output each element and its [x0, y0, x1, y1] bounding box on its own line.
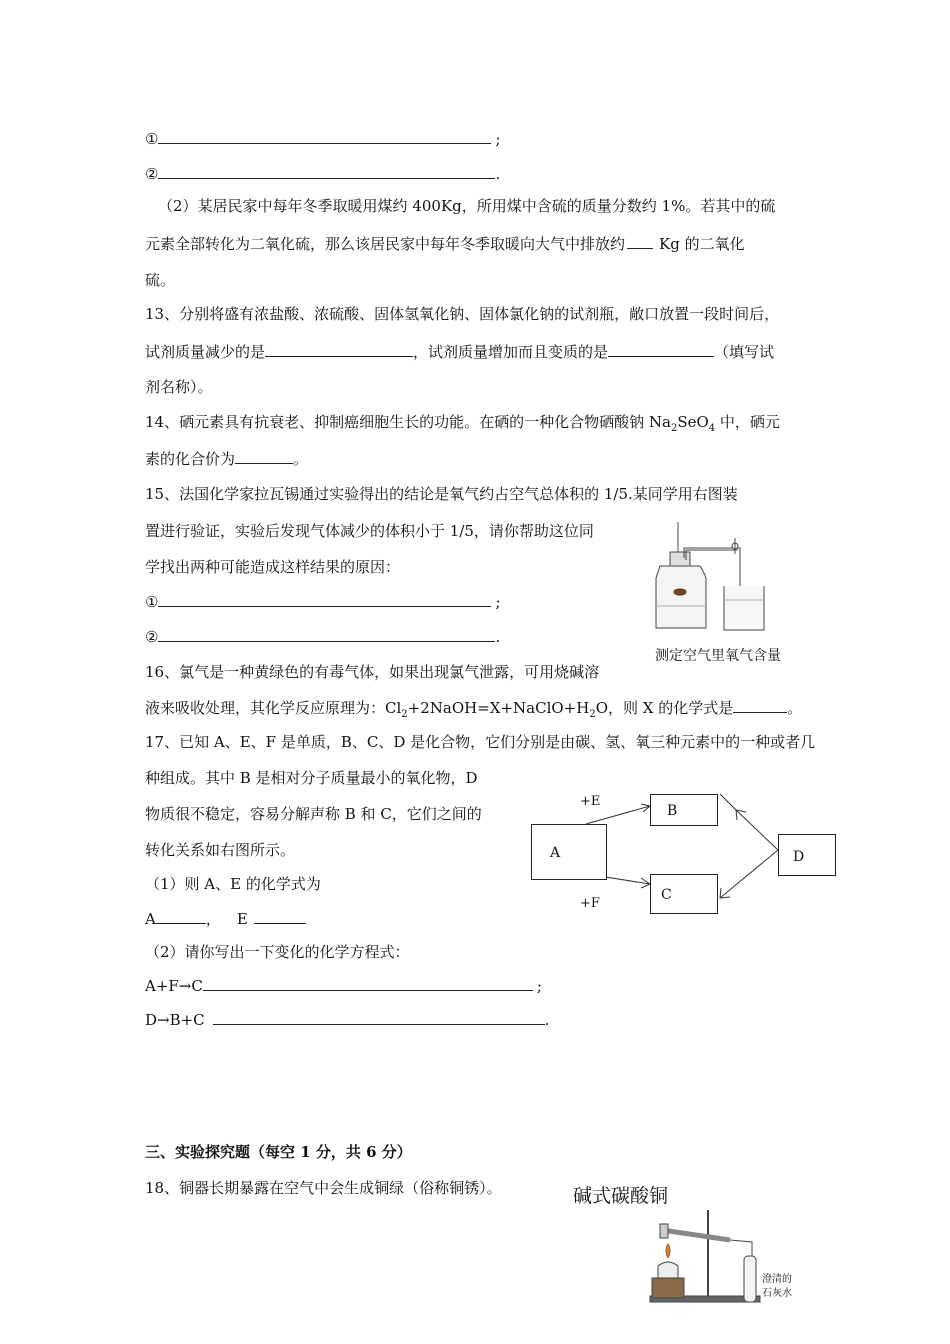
q16-line-2: 液来吸收处理，其化学反应原理为：$Cl_2+2NaOH=X+NaClO+H_2O$，则 X 的化学式是 。 — [145, 699, 803, 720]
node-b: B — [650, 794, 718, 826]
q13-line-3: 剂名称）。 — [145, 378, 213, 396]
test-tube — [662, 1230, 730, 1240]
q17-part-1: （1）则 A、E 的化学式为 — [145, 875, 321, 893]
q12-part2-line-3: 硫。 — [145, 271, 176, 289]
answer-blank[interactable] — [733, 697, 787, 713]
beaker — [724, 586, 764, 630]
answer-blank[interactable] — [213, 1009, 545, 1025]
answer-blank[interactable] — [158, 591, 491, 607]
q17-equation-2: D→B+C . — [145, 1011, 550, 1029]
q12-answer-line-2: ② . — [145, 165, 501, 183]
stopper — [670, 552, 690, 566]
answer-blank[interactable] — [254, 908, 306, 924]
answer-blank[interactable] — [158, 163, 495, 179]
q17-line-4: 转化关系如右图所示。 — [145, 841, 296, 859]
q12-answer-line-1: ① ; — [145, 130, 501, 148]
wood-block — [652, 1278, 684, 1298]
answer-blank[interactable] — [158, 626, 495, 642]
q15-line-1: 15、法国化学家拉瓦锡通过实验得出的结论是氧气约占空气总体积的 1/5.某同学用右图装 — [145, 485, 738, 503]
label-plus-e: +E — [580, 794, 601, 809]
node-a: A — [531, 824, 607, 880]
q15-figure-caption: 测定空气里氧气含量 — [655, 648, 781, 664]
q17-equation-1: A+F→C ; — [145, 977, 542, 995]
answer-blank[interactable] — [156, 908, 206, 924]
q15-answer-a: ① ; — [145, 593, 501, 611]
answer-blank[interactable] — [627, 233, 653, 249]
q15-line-3: 学找出两种可能造成这样结果的原因： — [145, 558, 401, 576]
q13-line-2: 试剂质量减少的是 ，试剂质量增加而且变质的是 （填写试 — [145, 343, 775, 361]
node-d: D — [778, 834, 836, 876]
answer-blank[interactable] — [203, 975, 533, 991]
q15-answer-b: ② . — [145, 628, 501, 646]
q17-line-2: 种组成。其中 B 是相对分子质量最小的氧化物，D — [145, 769, 478, 787]
label-plus-f: +F — [580, 896, 600, 911]
q18-figure-label-1: 澄清的 — [762, 1274, 792, 1285]
q12-part2-line-1: （2）某居民家中每年冬季取暖用煤约 400Kg，所用煤中含硫的质量分数约 1%。若其中的硫 — [158, 197, 776, 215]
answer-blank[interactable] — [608, 341, 714, 357]
q13-line-1: 13、分别将盛有浓盐酸、浓硫酸、固体氢氧化钠、固体氯化钠的试剂瓶，敞口放置一段时间后， — [145, 305, 780, 323]
q18-line-1: 18、铜器长期暴露在空气中会生成铜绿（俗称铜锈）。 — [145, 1179, 502, 1197]
answer-blank[interactable] — [235, 448, 293, 464]
alcohol-lamp — [658, 1262, 678, 1278]
flask — [656, 566, 706, 628]
limewater-tube — [744, 1256, 756, 1302]
q14-line-1: 14、硒元素具有抗衰老、抑制癌细胞生长的功能。在硒的一种化合物硒酸钠 $Na_2SeO_4$ 中，硒元 — [145, 413, 780, 434]
q17-line-1: 17、已知 A、E、F 是单质，B、C、D 是化合物，它们分别是由碳、氢、氧三种元素中的一种或者几 — [145, 733, 816, 751]
q17-line-3: 物质很不稳定，容易分解声称 B 和 C，它们之间的 — [145, 805, 482, 823]
q15-line-2: 置进行验证，实验后发现气体减少的体积小于 1/5，请你帮助这位同 — [145, 522, 594, 540]
q12-part2-line-2: 元素全部转化为二氧化硫，那么该居民家中每年冬季取暖向大气中排放约 Kg 的二氧化 — [145, 235, 745, 253]
q16-line-1: 16、氯气是一种黄绿色的有毒气体，如果出现氯气泄露，可用烧碱溶 — [145, 663, 600, 681]
node-c: C — [650, 874, 718, 914]
answer-blank[interactable] — [265, 341, 413, 357]
q17-answer-ae: A ， E — [145, 908, 306, 929]
answer-blank[interactable] — [158, 128, 491, 144]
section-3-title: 三、实验探究题（每空 1 分，共 6 分） — [145, 1143, 412, 1161]
q18-figure-title: 碱式碳酸铜 — [573, 1185, 669, 1207]
flame — [666, 1244, 670, 1258]
oxygen-apparatus-figure — [640, 510, 810, 638]
q18-figure-label-2: 石灰水 — [762, 1288, 792, 1299]
q17-part-2: （2）请你写出一下变化的化学方程式： — [145, 943, 410, 961]
q14-line-2: 素的化合价为 。 — [145, 450, 309, 468]
phosphorus-spoon — [674, 589, 686, 595]
